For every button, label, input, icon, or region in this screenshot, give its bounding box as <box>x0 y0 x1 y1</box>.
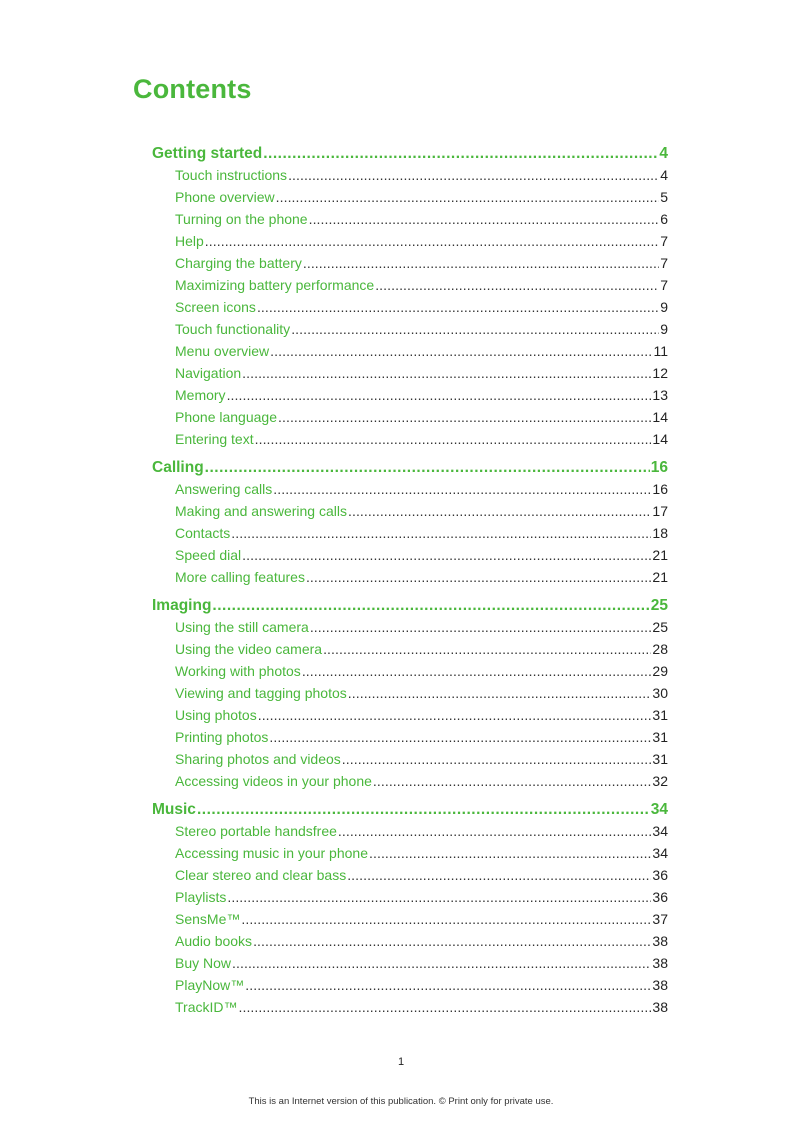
toc-section[interactable] <box>152 845 668 867</box>
dot-leader <box>205 233 659 249</box>
section-title: Buy Now <box>175 955 232 971</box>
section-page: 7 <box>660 233 668 249</box>
section-page: 36 <box>652 889 668 905</box>
section-page: 14 <box>652 409 668 425</box>
section-title: Menu overview <box>175 343 270 359</box>
section-page: 6 <box>660 211 668 227</box>
section-title: Phone language <box>175 409 277 425</box>
section-title: Entering text <box>175 431 254 447</box>
dot-leader <box>276 189 660 205</box>
section-page: 4 <box>660 167 668 183</box>
dot-leader <box>347 867 651 883</box>
chapter-title: Music <box>152 801 196 818</box>
section-title: Touch functionality <box>175 321 291 337</box>
section-page: 36 <box>652 867 668 883</box>
toc-section[interactable] <box>152 409 668 431</box>
toc-section[interactable] <box>152 211 668 233</box>
section-page: 13 <box>652 387 668 403</box>
toc-section[interactable] <box>152 619 668 641</box>
section-title: Viewing and tagging photos <box>175 685 347 701</box>
dot-leader <box>291 321 659 337</box>
section-title: TrackID™ <box>175 999 238 1015</box>
section-title: Memory <box>175 387 226 403</box>
section-title: Phone overview <box>175 189 275 205</box>
section-page: 37 <box>652 911 668 927</box>
toc-section[interactable] <box>152 343 668 365</box>
toc-section[interactable] <box>152 663 668 685</box>
toc-section[interactable] <box>152 641 668 663</box>
dot-leader <box>273 481 651 497</box>
section-page: 14 <box>652 431 668 447</box>
section-page: 28 <box>652 641 668 657</box>
dot-leader <box>253 933 651 949</box>
dot-leader <box>212 597 649 615</box>
toc-chapter-imaging[interactable] <box>152 597 668 619</box>
dot-leader <box>227 387 652 403</box>
section-title: Answering calls <box>175 481 273 497</box>
chapter-title: Getting started <box>152 145 263 162</box>
toc-section[interactable] <box>152 189 668 211</box>
section-title: Stereo portable handsfree <box>175 823 337 839</box>
section-page: 11 <box>653 343 668 359</box>
chapter-page: 16 <box>650 459 668 476</box>
dot-leader <box>310 619 652 635</box>
toc-section[interactable] <box>152 321 668 343</box>
section-page: 38 <box>652 955 668 971</box>
section-page: 21 <box>652 547 668 563</box>
section-title: Navigation <box>175 365 242 381</box>
section-page: 7 <box>660 255 668 271</box>
section-title: Working with photos <box>175 663 301 679</box>
dot-leader <box>241 911 651 927</box>
section-page: 38 <box>652 977 668 993</box>
dot-leader <box>257 299 659 315</box>
dot-leader <box>255 431 652 447</box>
section-title: More calling features <box>175 569 305 585</box>
section-page: 32 <box>652 773 668 789</box>
dot-leader <box>242 547 651 563</box>
section-title: Contacts <box>175 525 231 541</box>
section-title: SensMe™ <box>175 911 241 927</box>
section-page: 17 <box>652 503 668 519</box>
toc-section[interactable] <box>152 685 668 707</box>
section-title: Using the still camera <box>175 619 309 635</box>
dot-leader <box>278 409 651 425</box>
dot-leader <box>231 525 651 541</box>
section-title: Making and answering calls <box>175 503 347 519</box>
dot-leader <box>302 663 652 679</box>
dot-leader <box>288 167 659 183</box>
toc-section[interactable] <box>152 773 668 795</box>
section-title: Audio books <box>175 933 253 949</box>
section-page: 31 <box>652 729 668 745</box>
toc-section[interactable] <box>152 481 668 503</box>
dot-leader <box>342 751 652 767</box>
dot-leader <box>269 729 651 745</box>
section-title: Charging the battery <box>175 255 302 271</box>
section-page: 31 <box>652 707 668 723</box>
toc-section[interactable] <box>152 431 668 453</box>
toc-section[interactable] <box>152 299 668 321</box>
section-page: 25 <box>652 619 668 635</box>
toc-chapter-music[interactable] <box>152 801 668 823</box>
dot-leader <box>205 459 650 477</box>
toc-section[interactable] <box>152 387 668 409</box>
dot-leader <box>373 773 652 789</box>
section-title: Turning on the phone <box>175 211 308 227</box>
toc-section[interactable] <box>152 233 668 255</box>
chapter-title: Calling <box>152 459 204 476</box>
section-page: 38 <box>652 999 668 1015</box>
section-page: 29 <box>652 663 668 679</box>
section-title: Accessing music in your phone <box>175 845 368 861</box>
section-page: 16 <box>652 481 668 497</box>
section-title: Screen icons <box>175 299 256 315</box>
dot-leader <box>338 823 652 839</box>
dot-leader <box>227 889 651 905</box>
dot-leader <box>270 343 652 359</box>
toc-section[interactable] <box>152 977 668 999</box>
section-title: Using photos <box>175 707 257 723</box>
toc-chapter-calling[interactable] <box>152 459 668 481</box>
section-title: Printing photos <box>175 729 269 745</box>
section-title: Maximizing battery performance <box>175 277 375 293</box>
section-title: Using the video camera <box>175 641 323 657</box>
toc-chapter-getting-started[interactable] <box>152 145 668 167</box>
toc-section[interactable] <box>152 933 668 955</box>
toc-section[interactable] <box>152 167 668 189</box>
section-title: Sharing photos and videos <box>175 751 341 767</box>
section-page: 5 <box>660 189 668 205</box>
toc-section[interactable] <box>152 999 668 1021</box>
section-title: Playlists <box>175 889 227 905</box>
section-page: 34 <box>652 823 668 839</box>
dot-leader <box>232 955 651 971</box>
dot-leader <box>258 707 652 723</box>
toc-section[interactable] <box>152 955 668 977</box>
toc-section[interactable] <box>152 255 668 277</box>
dot-leader <box>369 845 651 861</box>
toc-section[interactable] <box>152 277 668 299</box>
section-title: PlayNow™ <box>175 977 245 993</box>
dot-leader <box>309 211 660 227</box>
toc-section[interactable] <box>152 503 668 525</box>
dot-leader <box>375 277 659 293</box>
chapter-page: 34 <box>650 801 668 818</box>
section-page: 21 <box>652 569 668 585</box>
dot-leader <box>303 255 659 271</box>
toc-section[interactable] <box>152 525 668 547</box>
page-number: 1 <box>397 1056 405 1068</box>
dot-leader <box>245 977 651 993</box>
chapter-page: 25 <box>650 597 668 614</box>
section-title: Help <box>175 233 204 249</box>
dot-leader <box>348 685 652 701</box>
toc-section[interactable] <box>152 365 668 387</box>
dot-leader <box>306 569 651 585</box>
section-page: 9 <box>660 321 668 337</box>
dot-leader <box>242 365 651 381</box>
dot-leader <box>238 999 651 1015</box>
footer-note: This is an Internet version of this publication. © Print only for private use. <box>248 1096 554 1107</box>
toc-section[interactable] <box>152 823 668 845</box>
section-page: 38 <box>652 933 668 949</box>
dot-leader <box>197 801 650 819</box>
section-page: 18 <box>652 525 668 541</box>
dot-leader <box>348 503 651 519</box>
toc-section[interactable] <box>152 889 668 911</box>
chapter-title: Imaging <box>152 597 212 614</box>
dot-leader <box>323 641 651 657</box>
section-title: Touch instructions <box>175 167 288 183</box>
section-page: 7 <box>660 277 668 293</box>
toc-section[interactable] <box>152 729 668 751</box>
section-page: 9 <box>660 299 668 315</box>
dot-leader <box>263 145 658 163</box>
toc-section[interactable] <box>152 911 668 933</box>
section-page: 30 <box>652 685 668 701</box>
table-of-contents <box>152 145 668 1021</box>
page-title: Contents <box>133 74 252 104</box>
toc-section[interactable] <box>152 547 668 569</box>
section-page: 34 <box>652 845 668 861</box>
toc-section[interactable] <box>152 569 668 591</box>
section-page: 12 <box>652 365 668 381</box>
section-title: Clear stereo and clear bass <box>175 867 347 883</box>
section-title: Speed dial <box>175 547 242 563</box>
section-page: 31 <box>652 751 668 767</box>
toc-section[interactable] <box>152 707 668 729</box>
chapter-page: 4 <box>659 145 668 162</box>
section-title: Accessing videos in your phone <box>175 773 372 789</box>
toc-section[interactable] <box>152 751 668 773</box>
toc-section[interactable] <box>152 867 668 889</box>
